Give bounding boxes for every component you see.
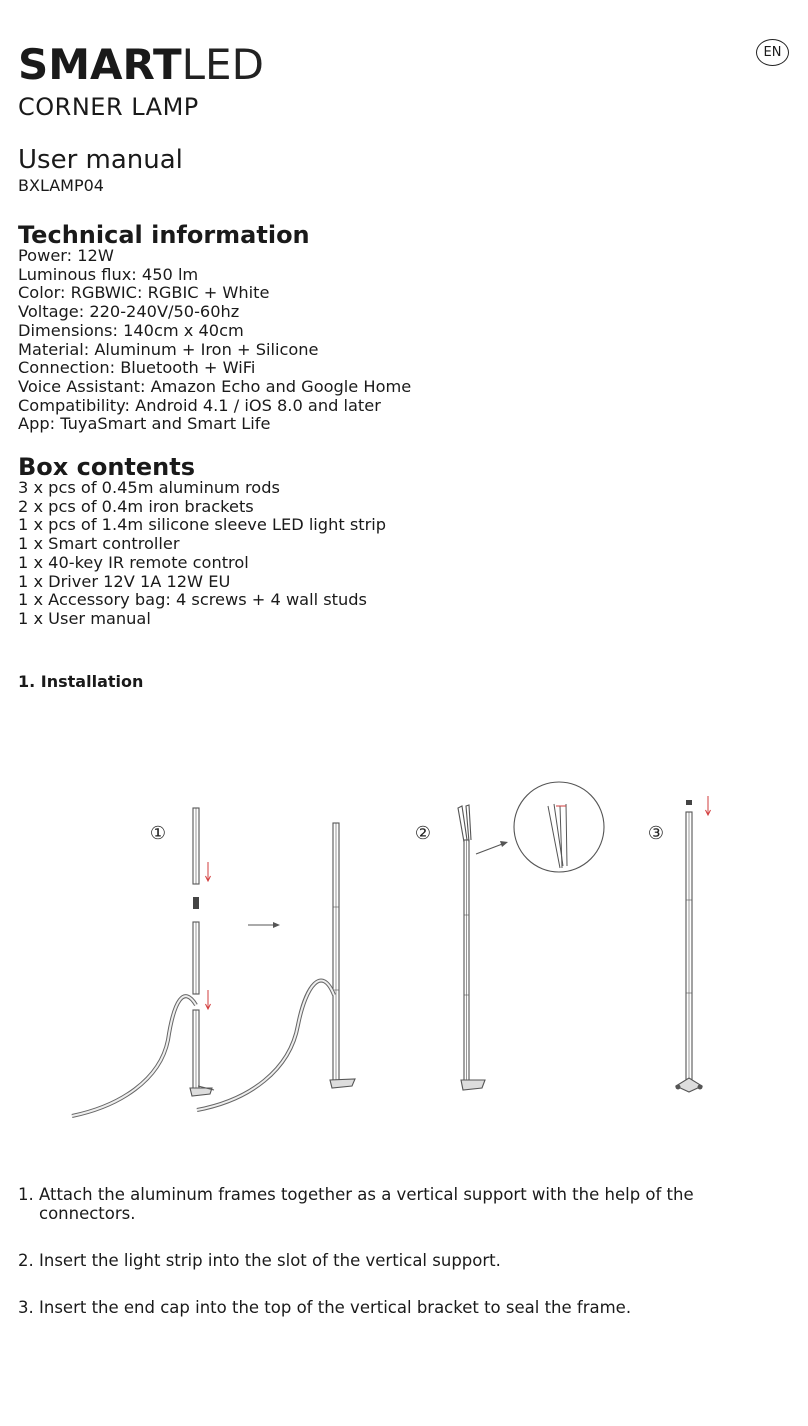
step2-strip-insertion — [458, 782, 604, 1090]
box-item: 1 x Smart controller — [18, 534, 180, 554]
transition-arrow — [248, 922, 280, 928]
step3-end-cap — [676, 796, 711, 1092]
document-title: User manual — [18, 145, 183, 175]
spec-item: Voice Assistant: Amazon Echo and Google Home — [18, 376, 412, 396]
step1-exploded-parts — [72, 808, 214, 1116]
box-item: 2 x pcs of 0.4m iron brackets — [18, 496, 254, 516]
step-2 — [18, 1251, 501, 1270]
step-1-text: Attach the aluminum frames together as a vertical support with the help of the connectors. — [39, 1185, 694, 1223]
box-item: 1 x pcs of 1.4m silicone sleeve LED light strip — [18, 515, 387, 535]
spec-item: Compatibility: Android 4.1 / iOS 8.0 and later — [18, 395, 381, 415]
spec-item: Connection: Bluetooth + WiFi — [18, 358, 256, 378]
step-1-number: 1. — [18, 1185, 34, 1204]
technical-list — [18, 247, 411, 434]
language-badge: EN — [756, 39, 789, 66]
spec-item: Power: 12W — [18, 246, 114, 265]
step-2-text: Insert the light strip into the slot of the vertical support. — [39, 1251, 501, 1270]
box-item: 3 x pcs of 0.45m aluminum rods — [18, 478, 280, 497]
spec-item: Luminous flux: 450 lm — [18, 264, 199, 284]
brand-logo — [18, 40, 264, 90]
step-marker-1: ① — [149, 823, 167, 844]
spec-item: Voltage: 220-240V/50-60hz — [18, 302, 240, 322]
assembled-frame — [197, 823, 355, 1110]
step-marker-2: ② — [414, 823, 432, 844]
technical-heading: Technical information — [18, 221, 310, 249]
box-contents-list — [18, 479, 386, 629]
brand-light: LED — [181, 40, 264, 89]
box-item: 1 x Driver 12V 1A 12W EU — [18, 571, 231, 591]
brand-bold: SMART — [18, 40, 182, 89]
step-3-text: Insert the end cap into the top of the vertical bracket to seal the frame. — [39, 1298, 632, 1317]
step-marker-3: ③ — [647, 823, 665, 844]
installation-heading: 1. Installation — [18, 672, 144, 691]
spec-item: Dimensions: 140cm x 40cm — [18, 320, 244, 340]
box-item: 1 x 40-key IR remote control — [18, 552, 249, 572]
installation-diagram — [0, 770, 808, 1130]
step-2-number: 2. — [18, 1251, 34, 1270]
box-item: 1 x Accessory bag: 4 screws + 4 wall studs — [18, 590, 367, 610]
box-item: 1 x User manual — [18, 608, 151, 628]
model-number: BXLAMP04 — [18, 176, 104, 195]
step-1 — [18, 1185, 738, 1223]
spec-item: Material: Aluminum + Iron + Silicone — [18, 339, 319, 359]
product-subtitle: CORNER LAMP — [18, 93, 199, 121]
spec-item: App: TuyaSmart and Smart Life — [18, 414, 271, 434]
step-3-number: 3. — [18, 1298, 34, 1317]
box-contents-heading: Box contents — [18, 453, 196, 481]
step-3 — [18, 1298, 631, 1317]
spec-item: Color: RGBWIC: RGBIC + White — [18, 283, 270, 303]
